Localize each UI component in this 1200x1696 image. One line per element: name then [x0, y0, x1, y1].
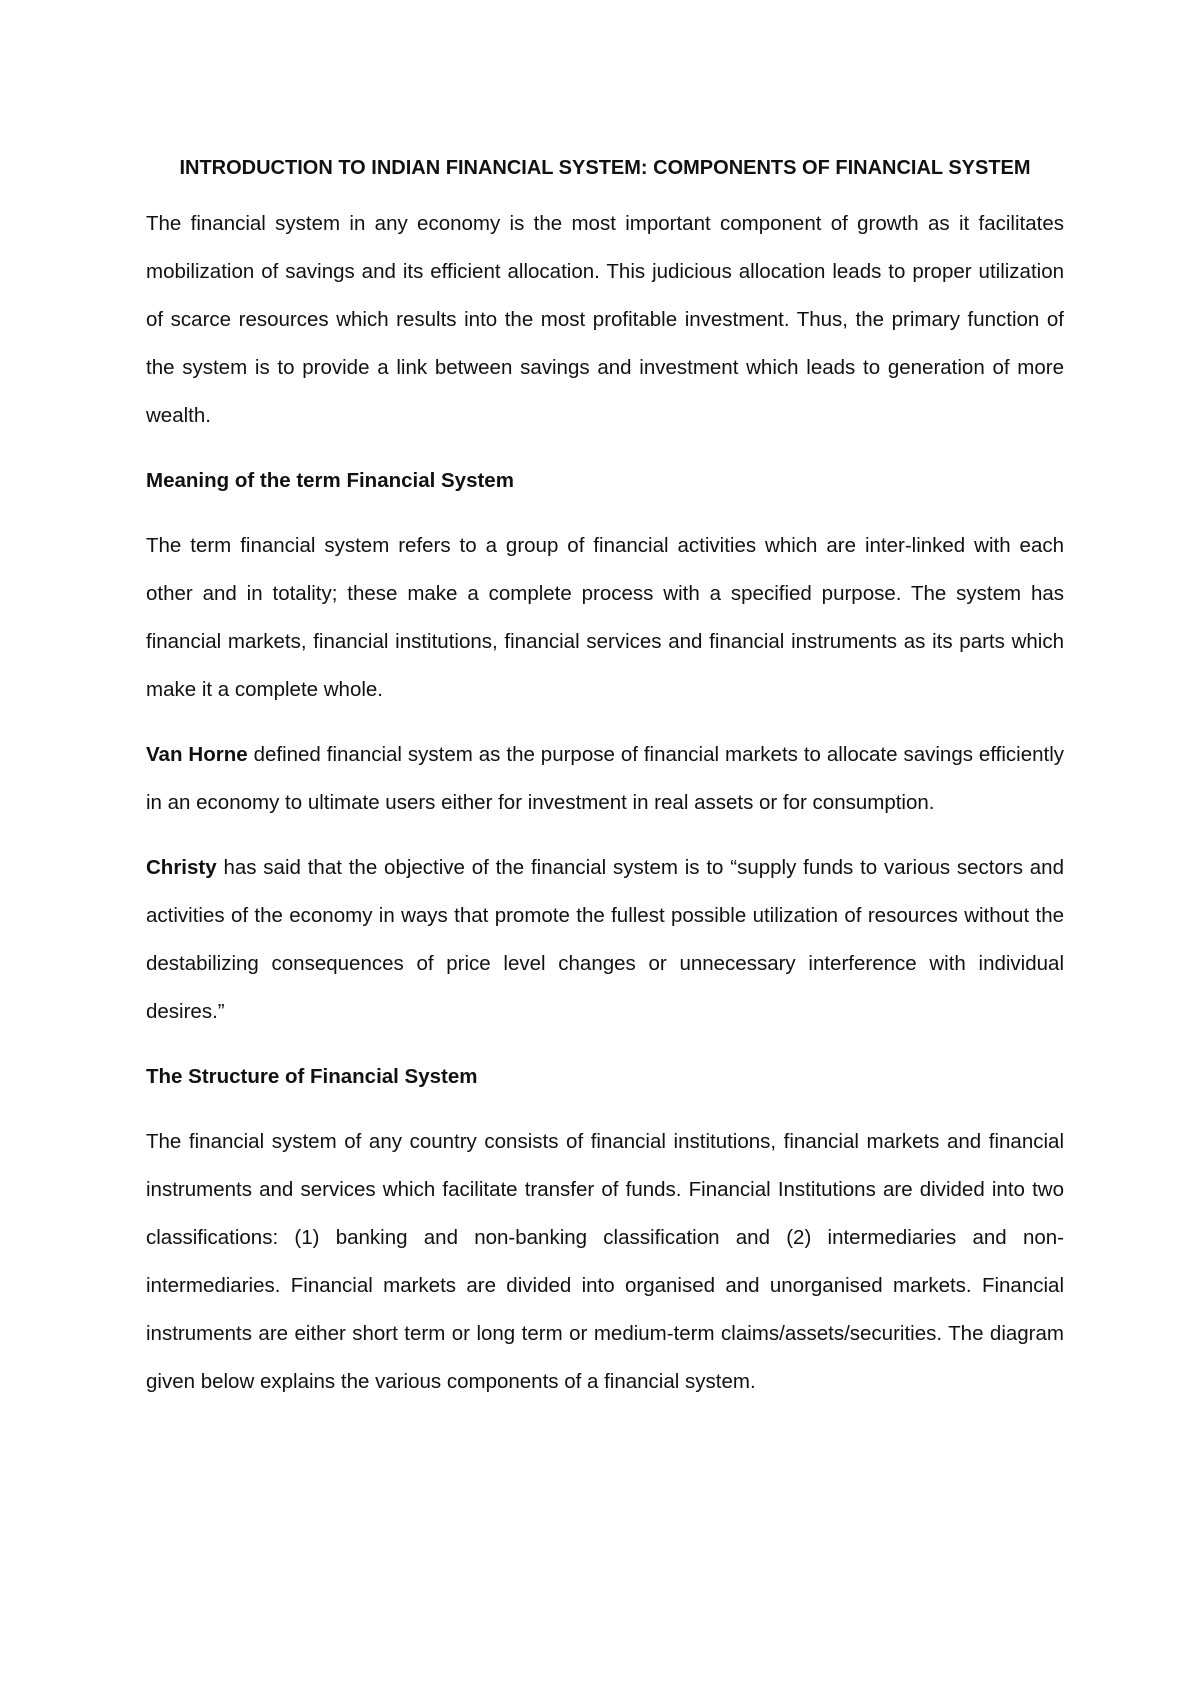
van-horne-text: defined financial system as the purpose of financial markets to allocate savings efficiently in an economy to ultimate users either for investment in real assets or for consumption.: [146, 743, 1064, 814]
intro-paragraph: The financial system in any economy is the most important component of growth as it facilitates mobilization of savings and its efficient allocation. This judicious allocation leads to proper utilization of scarce resources which results into the most profitable investment. Thus, the primary function of the system is to provide a link between savings and investment which leads to generation of more wealth.: [146, 212, 1064, 427]
meaning-heading: Meaning of the term Financial System: [146, 469, 514, 492]
christy-text: has said that the objective of the financial system is to “supply funds to various sectors and activities of the economy in ways that promote the fullest possible utilization of resources without the destabilizing consequences of price level changes or unnecessary interference with individual desires.”: [146, 856, 1064, 1023]
van-horne-name: Van Horne: [146, 743, 248, 766]
structure-heading: The Structure of Financial System: [146, 1065, 478, 1088]
christy-paragraph: [146, 844, 1064, 1036]
document-page: [146, 140, 1064, 1423]
van-horne-paragraph: [146, 731, 1064, 827]
meaning-paragraph: The term financial system refers to a group of financial activities which are inter-linked with each other and in totality; these make a complete process with a specified purpose. The system has financial markets, financial institutions, financial services and financial instruments as its parts which make it a complete whole.: [146, 534, 1064, 701]
document-title: INTRODUCTION TO INDIAN FINANCIAL SYSTEM: COMPONENTS OF FINANCIAL SYSTEM: [179, 157, 1031, 179]
christy-name: Christy: [146, 856, 217, 879]
structure-paragraph: The financial system of any country consists of financial institutions, financial markets and financial instruments and services which facilitate transfer of funds. Financial Institutions are divided into two classifications: (1) banking and non-banking classification and (2) intermediaries and non-intermediaries. Financial markets are divided into organised and unorganised markets. Financial instruments are either short term or long term or medium-term claims/assets/securities. The diagram given below explains the various components of a financial system.: [146, 1130, 1064, 1393]
